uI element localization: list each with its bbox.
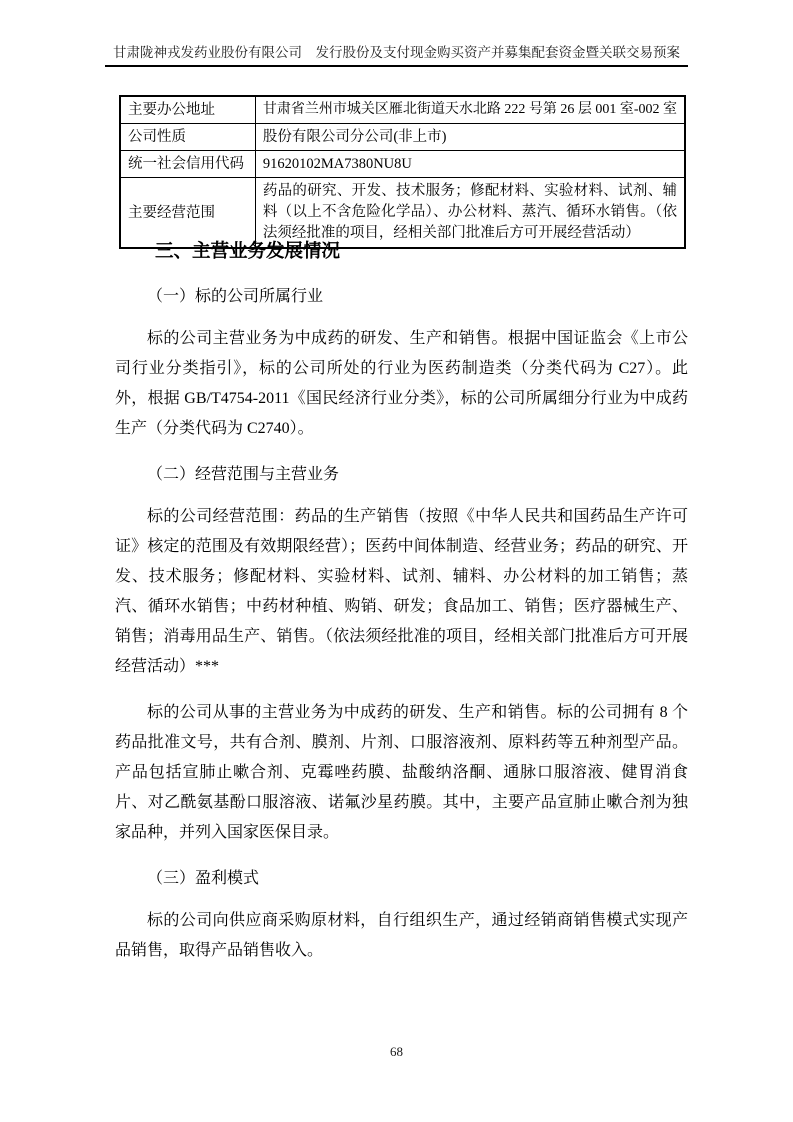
- row-value: 药品的研究、开发、技术服务；修配材料、实验材料、试剂、辅料（以上不含危险化学品）、办公材料、蒸汽、循环水销售。（依法须经批准的项目，经相关部门批准后方可开展经营活动）: [255, 178, 685, 249]
- subsection-heading-profit-model: （三）盈利模式: [147, 870, 260, 887]
- paragraph-business-scope: 标的公司经营范围：药品的生产销售（按照《中华人民共和国药品生产许可证》核定的范围及有效期限经营）；医药中间体制造、经营业务；药品的研究、开发、技术服务；修配材料、实验材料、试剂、辅料、办公材料的加工销售；蒸汽、循环水销售；中药材种植、购销、研发；食品加工、销售；医疗器械生产、销售；消毒用品生产、销售。（依法须经批准的项目，经相关部门批准后方可开展经营活动）***: [115, 508, 688, 675]
- paragraph-profit-model: 标的公司向供应商采购原材料，自行组织生产，通过经销商销售模式实现产品销售，取得产品销售收入。: [115, 912, 688, 959]
- row-value: 股份有限公司分公司(非上市): [255, 124, 685, 151]
- row-label: 主要经营范围: [120, 178, 255, 249]
- row-value: 甘肃省兰州市城关区雁北街道天水北路 222 号第 26 层 001 室-002 室: [255, 96, 685, 124]
- row-label: 统一社会信用代码: [120, 151, 255, 178]
- row-value: 91620102MA7380NU8U: [255, 151, 685, 178]
- paragraph-main-products: 标的公司从事的主营业务为中成药的研发、生产和销售。标的公司拥有 8 个药品批准文号，共有合剂、膜剂、片剂、口服溶液剂、原料药等五种剂型产品。产品包括宣肺止嗽合剂、克霉唑药膜、盐酸纳洛酮、通脉口服溶液、健胃消食片、对乙酰氨基酚口服溶液、诺氟沙星药膜。其中，主要产品宣肺止嗽合剂为独家品种，并列入国家医保目录。: [115, 704, 688, 841]
- row-label: 主要办公地址: [120, 96, 255, 124]
- document-body: [115, 238, 688, 966]
- table-row-credit-code: [120, 151, 685, 178]
- table-row-office-address: [120, 96, 685, 124]
- page-number: 68: [390, 1044, 403, 1059]
- paragraph-industry: 标的公司主营业务为中成药的研发、生产和销售。根据中国证监会《上市公司行业分类指引》，标的公司所处的行业为医药制造类（分类代码为 C27）。此外，根据 GB/T4754-2011《国民经济行业分类》，标的公司所属细分行业为中成药生产（分类代码为 C2740）。: [115, 330, 688, 437]
- table-row-company-nature: [120, 124, 685, 151]
- company-info-table: [119, 95, 686, 249]
- document-running-header: 甘肃陇神戎发药业股份有限公司 发行股份及支付现金购买资产并募集配套资金暨关联交易预案: [105, 44, 688, 67]
- subsection-heading-business-scope: （二）经营范围与主营业务: [147, 466, 340, 483]
- row-label: 公司性质: [120, 124, 255, 151]
- section-heading: 三、主营业务发展情况: [155, 242, 341, 262]
- subsection-heading-industry: （一）标的公司所属行业: [147, 288, 324, 305]
